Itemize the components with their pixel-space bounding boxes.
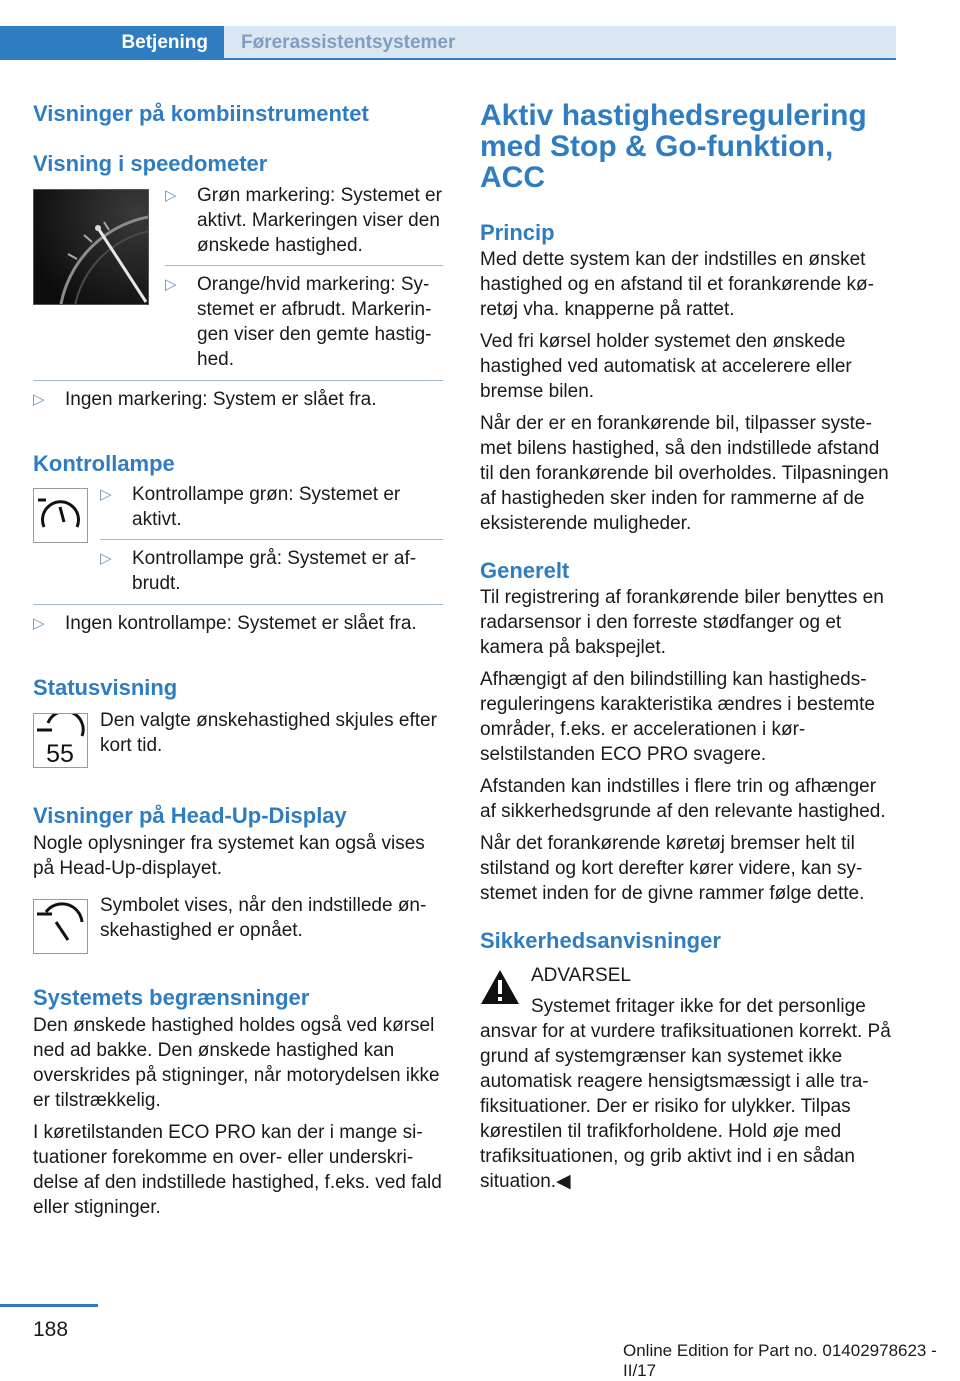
- lamp-bullet-3: ▷ Ingen kontrollampe: Systemet er slået fra.: [33, 613, 417, 634]
- hud-symbol-block: [33, 893, 443, 954]
- hud-text: Nogle oplysninger fra systemet kan også vises på Head-Up-displayet.: [33, 833, 425, 879]
- bullet-triangle-icon: ▷: [100, 486, 112, 503]
- heading-systemets-begraensninger: Systemets begrænsninger: [33, 985, 310, 1010]
- warning-text: ansvar for at vurdere trafiksituationen korrekt. På grund af systemgrænser kan systemet ikke automatisk reagere hensigtsmæssigt i alle trafiksituationer. Der er risiko for ulykker. Tilpas kørestilen til trafikforholdene. Hold øje med trafiksituationen, og grib aktivt ind i en sådan situation.◀: [480, 1021, 891, 1192]
- bullet-triangle-icon: ▷: [165, 276, 177, 293]
- speedometer-photo: [33, 189, 149, 305]
- lamp-block: [33, 482, 443, 596]
- bullet-triangle-icon: ▷: [100, 550, 112, 567]
- cruise-control-lamp-icon: [33, 488, 88, 543]
- heading-princip: Princip: [480, 220, 555, 245]
- bullet-triangle-icon: ▷: [33, 391, 45, 408]
- princip-paragraph-3: Når der er en forankørende bil, tilpasser systemet bilens hastighed, så den indstillede afstand til den forankørende bil overholdes. Tilpasningen af hastigheden sker inden for rammerne af de eksisterende muligheder.: [480, 413, 889, 534]
- generelt-paragraph-3: Afstanden kan indstilles i flere trin og afhænger af sikkerhedsgrunde af den relevante hastighed.: [480, 776, 886, 822]
- section-tab-forerassistentsystemer: Førerassistentsystemer: [224, 26, 896, 60]
- heading-generelt: Generelt: [480, 558, 570, 583]
- heading-kombiinstrument: Visninger på kombiinstrumentet: [33, 101, 369, 126]
- lamp-bullets: [100, 482, 443, 596]
- lamp-bullet-1: ▷ Kontrollampe grøn: Systemet er aktivt.: [100, 484, 401, 530]
- princip-paragraph-2: Ved fri kørsel holder systemet den ønskede hastighed ved automatisk at accelerere eller bremse bilen.: [480, 331, 852, 402]
- speedometer-bullets: [165, 183, 443, 372]
- heading-head-up-display: Visninger på Head-Up-Display: [33, 803, 347, 828]
- warning-first-line: Systemet fritager ikke for det personlige: [531, 996, 866, 1017]
- bullet-triangle-icon: ▷: [33, 615, 45, 632]
- warning-block: [480, 963, 896, 1019]
- speedometer-block: [33, 183, 443, 372]
- speedo-bullet-3: ▷ Ingen markering: System er slået fra.: [33, 389, 377, 410]
- limits-paragraph-2: I køretilstanden ECO PRO kan der i mange situationer forekomme en over- eller underskridelse af den indstillede hastighed, f.eks. ved fald eller stigninger.: [33, 1122, 442, 1218]
- hud-speed-reached-icon: [33, 899, 88, 954]
- heading-sikkerhedsanvisninger: Sikkerhedsanvisninger: [480, 928, 721, 953]
- heading-statusvisning: Statusvisning: [33, 675, 178, 700]
- heading-kontrollampe: Kontrollampe: [33, 451, 175, 476]
- warning-triangle-icon: [480, 969, 520, 1005]
- page-header: [0, 0, 960, 62]
- set-speed-number: 55: [46, 740, 74, 767]
- bullet-triangle-icon: ▷: [165, 187, 177, 204]
- section-tab-betjening: Betjening: [0, 26, 224, 60]
- generelt-paragraph-4: Når det forankørende køretøj bremser helt til stilstand og kort derefter kører videre, kan systemet inden for de givne rammer følge dette.: [480, 833, 865, 904]
- lamp-bullet-2: ▷ Kontrollampe grå: Systemet er afbrudt.: [100, 548, 417, 594]
- hud-symbol-text: Symbolet vises, når den indstillede ønskehastighed er opnået.: [100, 895, 427, 941]
- princip-paragraph-1: Med dette system kan der indstilles en ønsket hastighed og en afstand til et forankørende køretøj vha. knapperne på rattet.: [480, 249, 874, 320]
- generelt-paragraph-1: Til registrering af forankørende biler benyttes en radarsensor i den forreste stødfanger og et kamera på bakspejlet.: [480, 587, 884, 658]
- limits-paragraph-1: Den ønskede hastighed holdes også ved kørsel ned ad bakke. Den ønskede hastighed kan overskrides på stigninger, når motorydelsen ikke er tilstrækkelig.: [33, 1015, 440, 1111]
- page-number: 188: [33, 1318, 69, 1341]
- left-column: [33, 100, 443, 1220]
- speedo-bullet-2: ▷ Orange/hvid markering: Systemet er afbrudt. Markeringen viser den gemte hastighed.: [165, 274, 432, 370]
- heading-speedometer: Visning i speedometer: [33, 151, 268, 176]
- set-speed-55-icon: [33, 713, 88, 768]
- generelt-paragraph-2: Afhængigt af den bilindstilling kan hastighedsreguleringens karakteristika ændres i bestemte områder, f.eks. er accelerationen i kørselstilstanden ECO PRO svagere.: [480, 669, 875, 765]
- status-block: [33, 708, 443, 768]
- status-text: Den valgte ønskehastighed skjules efter kort tid.: [100, 710, 437, 756]
- footer-rule: [0, 1304, 98, 1307]
- right-column: [480, 100, 896, 1194]
- speedo-bullet-1: ▷ Grøn markering: Systemet er aktivt. Markeringen viser den ønskede hastighed.: [165, 185, 442, 256]
- warning-label: ADVARSEL: [531, 965, 631, 986]
- section-title-acc: Aktiv hastighedsregulering med Stop & Go-funktion, ACC: [480, 99, 867, 194]
- edition-note: Online Edition for Part no. 01402978623 - II/17: [623, 1341, 937, 1380]
